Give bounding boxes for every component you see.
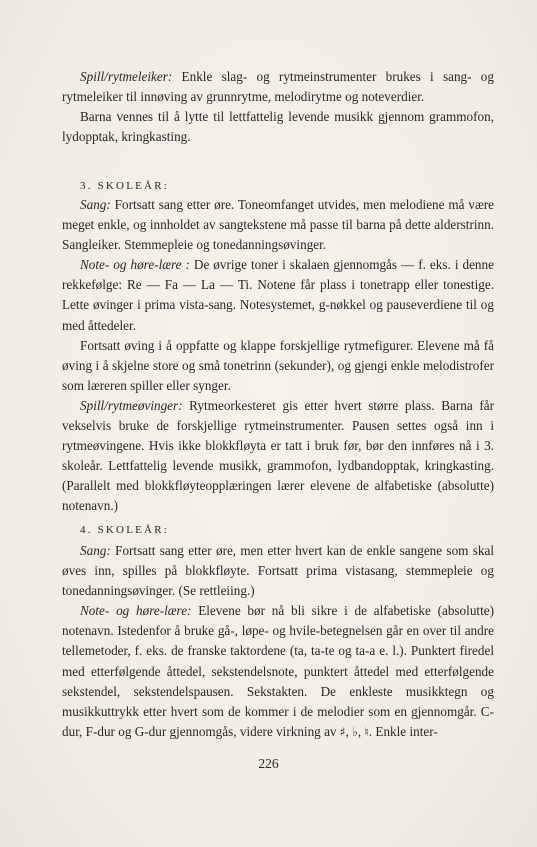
text-sang-4: Fortsatt sang etter øre, men etter hvert kan de enkle sangene som skal øves inn, spilles på blokkfløyte. Fortsatt prima vistasang, stemmepleie og tonedanningsøvinger. (Se rettleiing.) <box>62 543 494 599</box>
paragraph-barna-vennes <box>62 107 494 147</box>
section-4-body <box>62 541 494 742</box>
symbol-period: . <box>368 723 373 739</box>
label-spill-3: Spill/rytmeøvinger: <box>80 397 183 413</box>
section-3-body <box>62 195 494 517</box>
text-sang-3: Fortsatt sang etter øre. Toneomfanget utvides, men melodiene må være meget enkle, og innholdet av sangtekstene må passe til barna på dette alderstrinn. Sangleiker. Stemmepleie og tonedanningsøvinger. <box>62 197 494 253</box>
natural-symbol: ♮ <box>364 724 369 739</box>
section-heading-4: 4. SKOLEÅR: <box>80 524 169 536</box>
label-sang-4: Sang: <box>80 543 111 558</box>
symbol-separator: , <box>345 723 353 739</box>
text-barna-vennes: Barna vennes til å lytte til lettfattelig levende musikk gjennom grammofon, lydopptak, kringkasting. <box>62 109 494 145</box>
paragraph-sang-3 <box>62 195 494 255</box>
section-heading-3: 3. SKOLEÅR: <box>80 180 169 192</box>
text-note-3: De øvrige toner i skalaen gjennomgås — f. eks. i denne rekkefølge: Re — Fa — La — Ti. Notene får plass i tonetrapp eller tonestige. Lette øvinger i prima vista-sang. Notesystemet, g-nøkkel og pauseverdiene til og med åttedeler. <box>62 257 494 333</box>
text-spill-rytmeleiker: Enkle slag- og rytmeinstrumenter brukes i sang- og rytmeleiker til innøving av grunnrytme, melodirytme og noteverdier. <box>62 69 494 105</box>
intro-block <box>62 67 494 147</box>
text-note-4b: Enkle inter- <box>372 723 438 739</box>
paragraph-note-4 <box>62 601 494 742</box>
symbol-separator: , <box>357 723 365 739</box>
paragraph-fortsatt-3 <box>62 336 494 396</box>
page-number: 226 <box>258 756 279 771</box>
label-spill-rytmeleiker: Spill/rytmeleiker: <box>80 69 173 84</box>
label-note-3: Note- og høre-lære : <box>80 257 190 273</box>
flat-symbol: ♭ <box>352 724 358 739</box>
paragraph-note-3 <box>62 255 494 335</box>
paragraph-spill-3 <box>62 396 494 517</box>
text-note-4a: Elevene bør nå bli sikre i de alfabetiske (absolutte) notenavn. Istedenfor å bruke gå-, løpe- og hvile-betegnelsen går en over til andre tellemetoder, f. eks. de franske taktordene (ta, ta-te og ta-a e. l.). Punktert firedel med etterfølgende åttedel, sekstendelsnote, punktert åttedel med etterfølgende sekstendel, sekstendelspausen. Sekstakten. De enkleste musikktegn og musikkuttrykk etter hvert som de kommer i de melodier som en gjennomgår. C-dur, F-dur og G-dur gjennomgås, videre virkning av <box>62 603 494 739</box>
sharp-symbol: ♯ <box>339 724 346 739</box>
paragraph-sang-4 <box>62 541 494 601</box>
label-sang-3: Sang: <box>80 197 111 212</box>
paragraph-spill-rytmeleiker <box>62 67 494 107</box>
text-fortsatt-3: Fortsatt øving i å oppfatte og klappe forskjellige rytmefigurer. Elevene må få øving i å skjelne store og små tonetrinn (sekunder), og gjengi enkle melodistrofer som læreren spiller eller synger. <box>62 337 494 393</box>
text-spill-3: Rytmeorkesteret gis etter hvert større plass. Barna får vekselvis bruke de forskjellige rytmeinstrumenter. Pausen settes også inn i rytmeøvingene. Hvis ikke blokkfløyta er tatt i bruk før, bør den innføres nå i 3. skoleår. Lettfattelig levende musikk, grammofon, lydbandopptak, kringkasting. (Parallelt med blokkfløyteopplæringen lærer elevene de alfabetiske (absolutte) notenavn.) <box>62 397 494 514</box>
label-note-4: Note- og høre-lære: <box>80 603 192 619</box>
